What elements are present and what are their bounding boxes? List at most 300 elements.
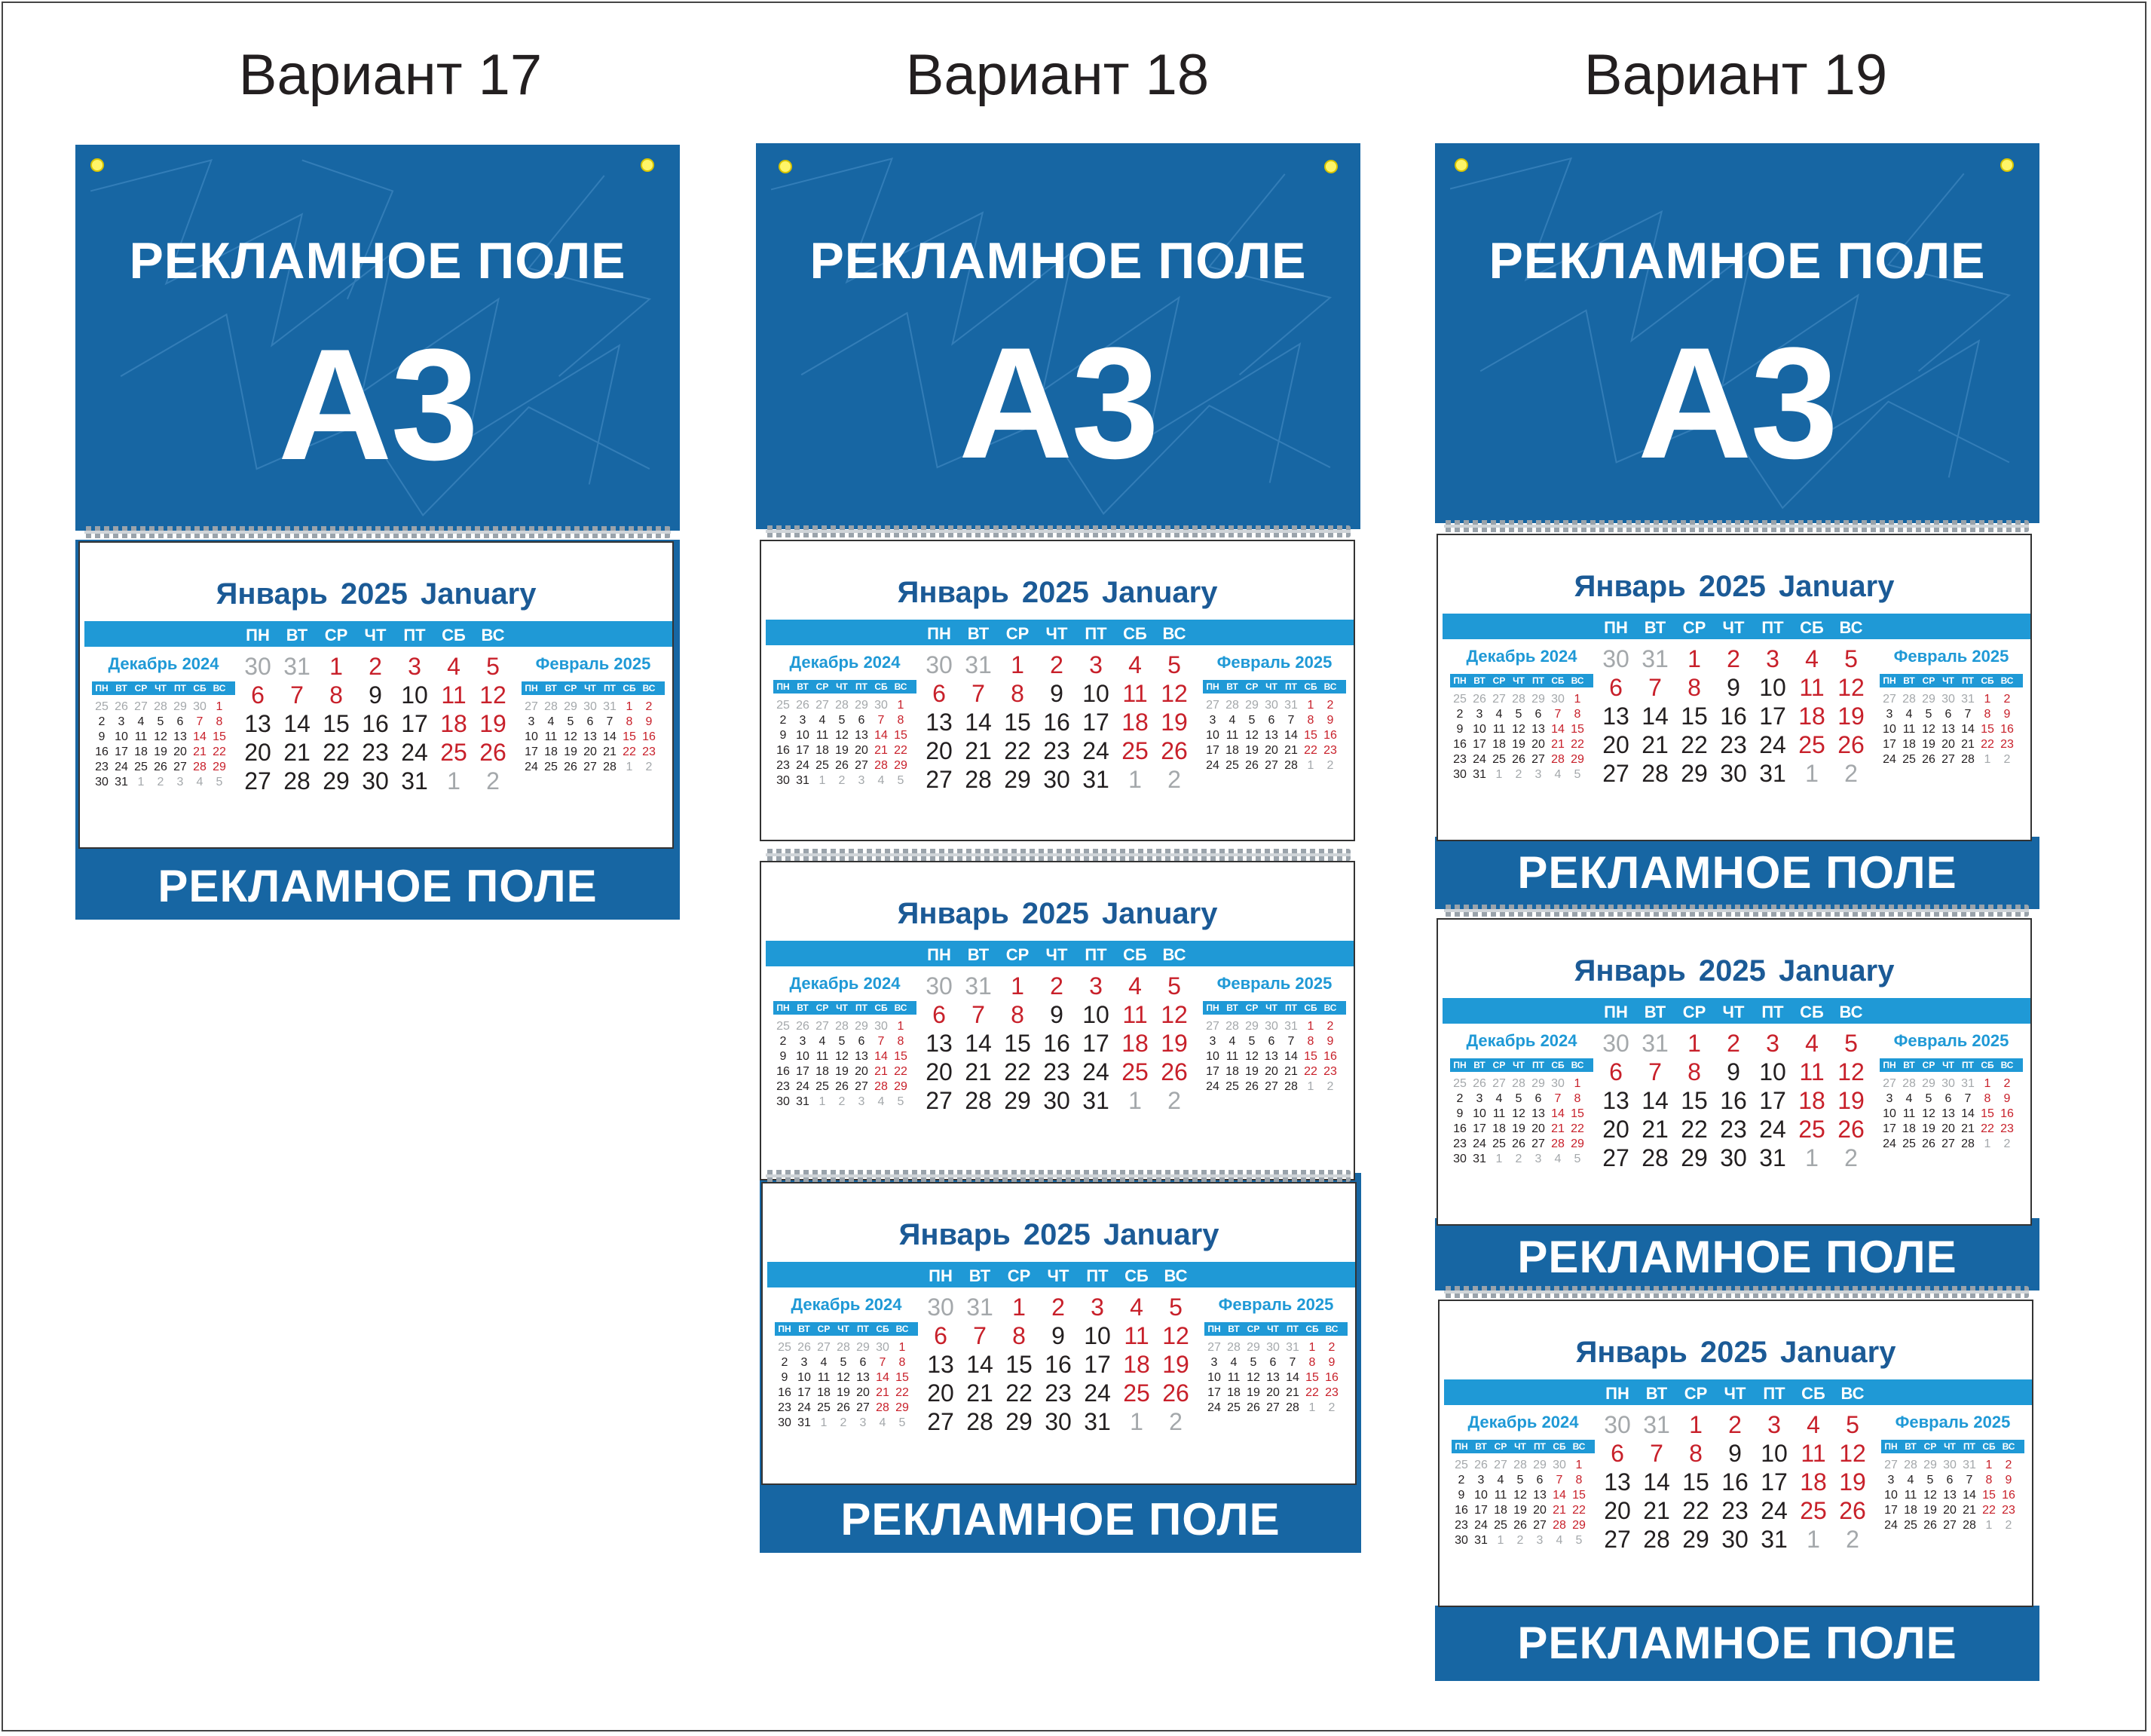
mini-weekday-label: СР (1923, 1441, 1937, 1452)
day-cell: 25 (440, 739, 467, 766)
mini-day-cell: 8 (1574, 1092, 1581, 1105)
day-cell: 31 (1642, 1030, 1669, 1057)
day-cell: 6 (1609, 674, 1623, 701)
mini-weekday-label: ПТ (1962, 675, 1974, 686)
mini-day-cell: 4 (818, 1035, 826, 1048)
day-cell: 3 (1089, 972, 1103, 1000)
mini-day-cell: 18 (134, 746, 148, 758)
mini-day-cell: 3 (1210, 1356, 1218, 1369)
day-cell: 24 (401, 739, 428, 766)
day-cell: 17 (1082, 709, 1109, 736)
mini-day-cell: 1 (1307, 699, 1314, 712)
mini-day-cell: 24 (1206, 1080, 1219, 1093)
day-cell: 2 (369, 653, 382, 680)
weekday-label: ЧТ (1722, 618, 1745, 637)
mini-day-cell: 26 (1473, 693, 1486, 706)
mini-weekday-label: ЧТ (1944, 1441, 1956, 1452)
mini-day-cell: 14 (874, 1050, 888, 1063)
day-cell: 20 (926, 1058, 953, 1085)
mini-day-cell: 11 (1492, 723, 1506, 736)
weekday-label: СР (1684, 1384, 1708, 1403)
mini-day-cell: 5 (1515, 708, 1522, 721)
day-cell: 29 (323, 767, 350, 795)
day-cell: 28 (966, 1408, 993, 1435)
mini-day-cell: 18 (1902, 1122, 1916, 1135)
day-cell: 15 (1681, 703, 1708, 730)
mini-weekday-label: СР (815, 1003, 829, 1013)
prev-weekday-row (775, 1322, 918, 1336)
mini-day-cell: 24 (1884, 1519, 1898, 1532)
mini-day-cell: 4 (1230, 1356, 1238, 1369)
variant-19-strip-1 (1435, 837, 2039, 909)
mini-weekday-label: СБ (874, 1003, 888, 1013)
day-cell: 4 (1807, 1411, 1820, 1438)
mini-day-cell: 30 (776, 774, 790, 787)
mini-day-cell: 10 (796, 1050, 809, 1063)
variant-18-header-panel (756, 143, 1360, 529)
mini-day-cell: 25 (1227, 1401, 1241, 1414)
day-cell: 8 (1687, 1058, 1701, 1085)
mini-day-cell: 8 (1307, 1035, 1314, 1048)
mini-day-cell: 8 (1308, 1356, 1316, 1369)
mini-day-cell: 30 (1265, 699, 1278, 712)
mini-weekday-label: ПН (1453, 1060, 1467, 1070)
mini-day-cell: 16 (778, 1386, 791, 1399)
mini-day-cell: 9 (1456, 723, 1464, 736)
day-cell: 12 (1162, 1322, 1189, 1349)
mini-day-cell: 1 (1984, 1137, 1991, 1150)
day-cell: 29 (1004, 766, 1031, 793)
mini-day-cell: 2 (1326, 1080, 1334, 1093)
day-cell: 1 (1805, 760, 1819, 787)
day-cell: 28 (965, 766, 992, 793)
mini-day-cell: 25 (1492, 1137, 1506, 1150)
mini-day-cell: 1 (1984, 693, 1991, 706)
mini-weekday-label: ЧТ (1942, 675, 1954, 686)
day-cell: 22 (323, 739, 350, 766)
mini-day-cell: 23 (1323, 1065, 1337, 1078)
mini-day-cell: 2 (2005, 1519, 2012, 1532)
day-cell: 10 (1082, 1001, 1109, 1028)
weekday-label: ВС (1839, 618, 1863, 637)
mini-day-cell: 27 (1206, 1020, 1219, 1033)
mini-weekday-label: ПН (776, 1003, 790, 1013)
mini-day-cell: 25 (95, 700, 109, 713)
prev-month-title: Декабрь 2024 (1466, 647, 1577, 666)
next-weekday-row (1881, 1440, 2024, 1453)
mini-day-cell: 26 (1245, 759, 1259, 772)
mini-day-cell: 30 (1551, 693, 1565, 706)
mini-day-cell: 7 (1964, 1092, 1972, 1105)
mini-day-cell: 18 (544, 746, 558, 758)
mini-day-cell: 2 (157, 776, 164, 788)
mini-day-cell: 17 (1206, 744, 1219, 757)
mini-day-cell: 15 (1981, 723, 1994, 736)
mini-day-cell: 31 (1963, 1459, 1976, 1471)
mini-day-cell: 8 (626, 715, 633, 728)
prev-weekday-row (1450, 1058, 1593, 1072)
day-cell: 13 (1604, 1468, 1631, 1496)
ad-size-label: А3 (958, 314, 1158, 491)
mini-day-cell: 28 (1961, 753, 1975, 766)
day-cell: 2 (1728, 1411, 1742, 1438)
day-cell: 7 (971, 1001, 985, 1028)
mini-day-cell: 12 (564, 730, 577, 743)
mini-day-cell: 21 (1284, 1065, 1298, 1078)
mini-day-cell: 2 (645, 761, 653, 773)
mini-day-cell: 11 (1225, 729, 1239, 742)
day-cell: 17 (1759, 703, 1786, 730)
mini-day-cell: 2 (1328, 1401, 1336, 1414)
mini-day-cell: 12 (837, 1371, 850, 1384)
mini-day-cell: 29 (564, 700, 577, 713)
day-cell: 7 (973, 1322, 987, 1349)
mini-day-cell: 6 (586, 715, 594, 728)
mini-day-cell: 3 (176, 776, 184, 788)
mini-weekday-label: ВТ (1226, 1003, 1238, 1013)
day-cell: 1 (1128, 766, 1142, 793)
mini-day-cell: 28 (1902, 693, 1916, 706)
mini-day-cell: 28 (544, 700, 558, 713)
mini-day-cell: 20 (855, 1065, 868, 1078)
mini-day-cell: 7 (1287, 1035, 1295, 1048)
mini-weekday-label: ВС (1571, 675, 1584, 686)
mini-weekday-label: ЧТ (836, 1003, 848, 1013)
mini-day-cell: 28 (1286, 1401, 1299, 1414)
mini-day-cell: 11 (1227, 1371, 1241, 1384)
mini-day-cell: 1 (1307, 759, 1314, 772)
mini-day-cell: 11 (1904, 1489, 1917, 1502)
day-cell: 3 (1091, 1294, 1104, 1321)
mini-day-cell: 31 (115, 776, 128, 788)
mini-day-cell: 6 (859, 1356, 867, 1369)
mini-weekday-label: ВС (213, 683, 226, 693)
mini-weekday-label: СБ (193, 683, 207, 693)
mini-day-cell: 25 (1225, 759, 1239, 772)
mini-day-cell: 7 (606, 715, 613, 728)
day-cell: 21 (966, 1379, 993, 1407)
day-cell: 15 (1682, 1468, 1709, 1496)
mini-weekday-label: ВТ (1473, 1060, 1486, 1070)
mini-weekday-label: СБ (1981, 1060, 1994, 1070)
day-cell: 31 (401, 767, 428, 795)
day-cell: 4 (447, 653, 460, 680)
mini-day-cell: 12 (154, 730, 167, 743)
day-cell: 3 (408, 653, 421, 680)
hanging-hole-right (1326, 161, 1336, 172)
day-cell: 22 (1682, 1497, 1709, 1524)
mini-day-cell: 15 (1572, 1489, 1586, 1502)
day-cell: 8 (1012, 1322, 1026, 1349)
day-cell: 20 (926, 737, 953, 764)
mini-day-cell: 12 (1245, 729, 1259, 742)
mini-day-cell: 3 (799, 1035, 806, 1048)
day-cell: 10 (1759, 1058, 1786, 1085)
day-cell: 21 (283, 739, 311, 766)
mini-day-cell: 7 (1554, 1092, 1562, 1105)
mini-day-cell: 4 (1497, 1474, 1504, 1486)
mini-weekday-label: ЧТ (1942, 1060, 1954, 1070)
mini-day-cell: 14 (1551, 1107, 1565, 1120)
day-cell: 13 (1602, 703, 1629, 730)
calendar-title: Январь 2025 January (897, 576, 1218, 609)
mini-day-cell: 1 (1574, 693, 1581, 706)
mini-day-cell: 31 (1961, 1077, 1975, 1090)
mini-day-cell: 15 (1982, 1489, 1996, 1502)
mini-day-cell: 30 (1941, 693, 1955, 706)
day-cell: 30 (926, 651, 953, 678)
mini-day-cell: 15 (1305, 1371, 1319, 1384)
mini-day-cell: 28 (835, 1020, 849, 1033)
variant-17-header-panel (75, 145, 680, 531)
day-cell: 8 (1011, 1001, 1024, 1028)
mini-day-cell: 21 (1551, 738, 1565, 751)
mini-day-cell: 3 (1209, 714, 1216, 727)
mini-day-cell: 16 (2002, 1489, 2015, 1502)
mini-day-cell: 15 (1571, 723, 1584, 736)
mini-day-cell: 18 (815, 744, 829, 757)
mini-day-cell: 30 (874, 1020, 888, 1033)
mini-weekday-label: СБ (1981, 675, 1994, 686)
mini-day-cell: 24 (115, 761, 128, 773)
mini-day-cell: 15 (213, 730, 226, 743)
day-cell: 4 (1805, 1030, 1819, 1057)
day-cell: 18 (1798, 1087, 1825, 1114)
day-cell: 5 (1169, 1294, 1183, 1321)
mini-day-cell: 25 (1455, 1459, 1468, 1471)
mini-day-cell: 29 (856, 1341, 870, 1354)
mini-day-cell: 24 (797, 1401, 811, 1414)
mini-day-cell: 3 (859, 1416, 867, 1429)
mini-day-cell: 5 (1248, 714, 1256, 727)
mini-day-cell: 28 (603, 761, 617, 773)
weekday-label: ПН (927, 945, 951, 964)
day-cell: 21 (1643, 1497, 1670, 1524)
mini-day-cell: 22 (894, 744, 907, 757)
mini-day-cell: 19 (1512, 1122, 1525, 1135)
mini-day-cell: 13 (855, 729, 868, 742)
ad-strip-label: РЕКЛАМНОЕ ПОЛЕ (158, 861, 598, 911)
mini-day-cell: 13 (1265, 729, 1278, 742)
mini-weekday-label: ВТ (1473, 675, 1486, 686)
mini-day-cell: 8 (216, 715, 223, 728)
mini-day-cell: 11 (815, 729, 829, 742)
weekday-label: ПТ (1761, 618, 1784, 637)
day-cell: 20 (1604, 1497, 1631, 1524)
mini-day-cell: 12 (1245, 1050, 1259, 1063)
day-cell: 29 (1682, 1526, 1709, 1553)
day-cell: 14 (965, 1030, 992, 1057)
mini-day-cell: 7 (196, 715, 203, 728)
mini-day-cell: 27 (1207, 1341, 1221, 1354)
mini-weekday-label: ЧТ (1265, 1003, 1277, 1013)
mini-day-cell: 14 (1551, 723, 1565, 736)
calendar-sheet (1437, 918, 2032, 1226)
mini-day-cell: 21 (876, 1386, 889, 1399)
day-cell: 8 (1687, 674, 1701, 701)
mini-day-cell: 5 (1574, 1153, 1581, 1165)
mini-day-cell: 27 (815, 699, 829, 712)
mini-weekday-label: ПН (1453, 675, 1467, 686)
weekday-label: СБ (1800, 618, 1824, 637)
spiral-binding (1444, 905, 2029, 917)
mini-day-cell: 6 (858, 714, 865, 727)
weekday-label: ВТ (967, 624, 990, 643)
day-cell: 26 (1162, 1379, 1189, 1407)
mini-day-cell: 29 (1922, 693, 1935, 706)
weekday-label: ПТ (1763, 1384, 1785, 1403)
mini-day-cell: 21 (1284, 744, 1298, 757)
mini-day-cell: 2 (98, 715, 106, 728)
day-cell: 31 (1084, 1408, 1111, 1435)
mini-day-cell: 30 (1551, 1077, 1565, 1090)
day-cell: 6 (932, 680, 946, 707)
mini-day-cell: 18 (1902, 738, 1916, 751)
mini-day-cell: 25 (1494, 1519, 1507, 1532)
mini-weekday-label: ПТ (174, 683, 186, 693)
mini-day-cell: 30 (1265, 1020, 1278, 1033)
day-cell: 19 (479, 710, 506, 737)
day-cell: 2 (486, 767, 500, 795)
day-cell: 8 (1011, 680, 1024, 707)
mini-day-cell: 25 (1225, 1080, 1239, 1093)
mini-weekday-label: СБ (623, 683, 636, 693)
mini-weekday-label: ПТ (1285, 681, 1297, 692)
day-cell: 26 (1839, 1497, 1866, 1524)
mini-day-cell: 16 (2000, 723, 2014, 736)
mini-weekday-label: СБ (1551, 1060, 1565, 1070)
mini-day-cell: 31 (1284, 1020, 1298, 1033)
mini-day-cell: 13 (1943, 1489, 1957, 1502)
mini-day-cell: 1 (1985, 1459, 1993, 1471)
day-cell: 28 (283, 767, 311, 795)
mini-weekday-label: СР (1922, 675, 1935, 686)
mini-day-cell: 29 (894, 759, 907, 772)
weekday-label: ВС (1840, 1384, 1865, 1403)
mini-day-cell: 26 (1922, 1137, 1935, 1150)
mini-day-cell: 1 (1497, 1534, 1504, 1547)
mini-day-cell: 31 (1474, 1534, 1488, 1547)
mini-day-cell: 19 (1247, 1386, 1260, 1399)
mini-day-cell: 28 (1551, 753, 1565, 766)
mini-day-cell: 27 (173, 761, 187, 773)
day-cell: 18 (1800, 1468, 1827, 1496)
day-cell: 25 (1800, 1497, 1827, 1524)
next-month-title: Февраль 2025 (1216, 974, 1333, 993)
mini-day-cell: 5 (840, 1356, 847, 1369)
mini-day-cell: 31 (1961, 693, 1975, 706)
mini-weekday-label: ВС (1323, 1003, 1337, 1013)
mini-day-cell: 20 (1265, 744, 1278, 757)
mini-day-cell: 10 (1474, 1489, 1488, 1502)
mini-day-cell: 5 (1925, 1092, 1932, 1105)
mini-day-cell: 4 (1905, 1092, 1913, 1105)
mini-day-cell: 31 (796, 1095, 809, 1108)
mini-day-cell: 17 (796, 1065, 809, 1078)
mini-day-cell: 22 (894, 1065, 907, 1078)
mini-day-cell: 5 (216, 776, 223, 788)
mini-day-cell: 21 (874, 744, 888, 757)
day-cell: 1 (329, 653, 343, 680)
day-cell: 23 (1043, 1058, 1070, 1085)
day-cell: 14 (965, 709, 992, 736)
mini-day-cell: 1 (216, 700, 223, 713)
day-cell: 20 (927, 1379, 954, 1407)
day-cell: 9 (1050, 1001, 1063, 1028)
mini-day-cell: 3 (118, 715, 125, 728)
mini-day-cell: 2 (1516, 1534, 1524, 1547)
ad-strip-label: РЕКЛАМНОЕ ПОЛЕ (1517, 1618, 1957, 1668)
mini-day-cell: 6 (1268, 1035, 1275, 1048)
mini-day-cell: 3 (1536, 1534, 1544, 1547)
mini-day-cell: 18 (1492, 738, 1506, 751)
weekday-label: ЧТ (364, 626, 387, 644)
mini-day-cell: 24 (1206, 759, 1219, 772)
day-cell: 30 (1604, 1411, 1631, 1438)
day-cell: 16 (1043, 1030, 1070, 1057)
mini-day-cell: 25 (776, 699, 790, 712)
mini-day-cell: 2 (645, 700, 653, 713)
day-cell: 9 (1727, 674, 1740, 701)
mini-day-cell: 21 (1961, 738, 1975, 751)
mini-day-cell: 8 (898, 1356, 906, 1369)
weekday-label: ВТ (1644, 1003, 1666, 1021)
mini-day-cell: 28 (1227, 1341, 1241, 1354)
weekday-label: ЧТ (1722, 1003, 1745, 1021)
mini-day-cell: 20 (1533, 1504, 1547, 1517)
weekday-label: СБ (1123, 945, 1147, 964)
prev-month-title: Декабрь 2024 (789, 653, 901, 672)
mini-day-cell: 11 (1492, 1107, 1506, 1120)
mini-day-cell: 12 (1923, 1489, 1937, 1502)
day-cell: 9 (369, 681, 382, 709)
day-cell: 9 (1051, 1322, 1065, 1349)
day-cell: 10 (1082, 680, 1109, 707)
spiral-binding (1444, 1286, 2029, 1298)
mini-day-cell: 25 (1453, 1077, 1467, 1090)
mini-day-cell: 23 (1453, 1137, 1467, 1150)
mini-day-cell: 6 (1269, 1356, 1277, 1369)
mini-weekday-label: ПТ (1532, 1060, 1544, 1070)
mini-day-cell: 10 (1207, 1371, 1221, 1384)
mini-day-cell: 26 (1245, 1080, 1259, 1093)
day-cell: 3 (1766, 1030, 1779, 1057)
mini-day-cell: 22 (1982, 1504, 1996, 1517)
mini-day-cell: 10 (796, 729, 809, 742)
mini-day-cell: 28 (874, 1080, 888, 1093)
mini-weekday-label: СБ (1982, 1441, 1996, 1452)
mini-day-cell: 28 (1553, 1519, 1566, 1532)
day-cell: 15 (1004, 1030, 1031, 1057)
mini-day-cell: 27 (1531, 753, 1545, 766)
mini-day-cell: 24 (1883, 753, 1896, 766)
day-cell: 10 (1759, 674, 1786, 701)
day-cell: 2 (1051, 1294, 1065, 1321)
mini-weekday-label: СБ (1305, 1324, 1319, 1334)
mini-weekday-label: ПН (1206, 1003, 1219, 1013)
mini-day-cell: 23 (2000, 738, 2014, 751)
mini-day-cell: 4 (1556, 1534, 1563, 1547)
day-cell: 31 (1082, 1087, 1109, 1114)
day-cell: 26 (1161, 737, 1188, 764)
day-cell: 4 (1130, 1294, 1143, 1321)
mini-day-cell: 9 (1326, 1035, 1334, 1048)
day-cell: 10 (401, 681, 428, 709)
mini-day-cell: 17 (1207, 1386, 1221, 1399)
day-cell: 31 (966, 1294, 993, 1321)
mini-day-cell: 30 (193, 700, 207, 713)
mini-weekday-label: ВТ (1226, 681, 1238, 692)
